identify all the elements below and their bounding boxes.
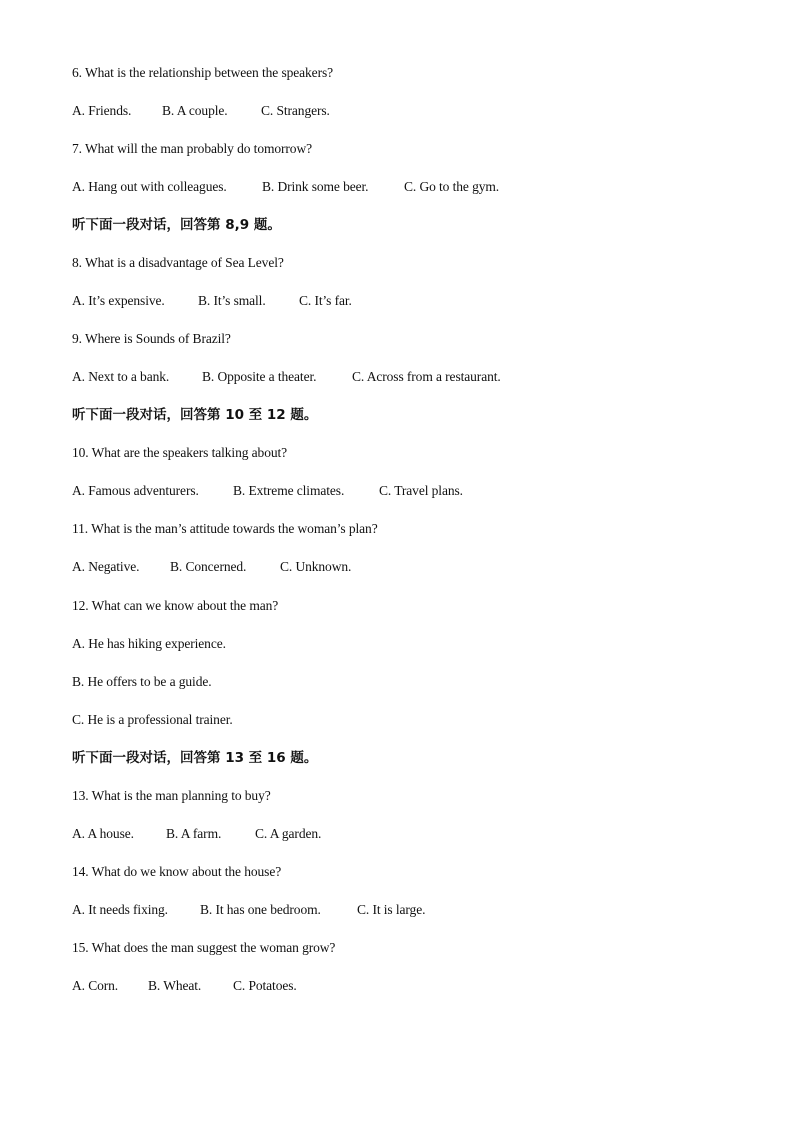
option-c: C. It’s far. <box>299 293 352 308</box>
question-12-stem: 12. What can we know about the man? <box>72 598 279 613</box>
question-14-options <box>72 902 425 918</box>
option-c: C. Travel plans. <box>379 483 463 498</box>
question-8-options <box>72 293 352 309</box>
option-b: B. It’s small. <box>198 293 266 308</box>
option-c: C. Potatoes. <box>233 978 297 993</box>
option-a: A. It’s expensive. <box>72 293 165 308</box>
option-b: B. Wheat. <box>148 978 202 993</box>
question-12-option-a: A. He has hiking experience. <box>72 636 226 651</box>
question-12-option-b: B. He offers to be a guide. <box>72 674 212 689</box>
question-7-options <box>72 179 499 195</box>
option-b: B. Drink some beer. <box>262 179 369 194</box>
question-9-stem: 9. Where is Sounds of Brazil? <box>72 331 231 346</box>
option-b: B. A couple. <box>162 103 228 118</box>
option-b: B. Concerned. <box>170 559 247 574</box>
section-heading-10-12: 听下面一段对话，回答第 10 至 12 题。 <box>72 407 318 423</box>
question-13-stem: 13. What is the man planning to buy? <box>72 788 271 803</box>
option-b: B. A farm. <box>166 826 222 841</box>
question-11-stem: 11. What is the man’s attitude towards the woman’s plan? <box>72 521 378 536</box>
question-15-options <box>72 978 297 994</box>
question-14-stem: 14. What do we know about the house? <box>72 864 282 879</box>
option-c: C. Strangers. <box>261 103 330 118</box>
option-b: B. Extreme climates. <box>233 483 345 498</box>
question-10-options <box>72 483 463 499</box>
question-7-stem: 7. What will the man probably do tomorrow? <box>72 141 313 156</box>
section-heading-13-16: 听下面一段对话，回答第 13 至 16 题。 <box>72 750 318 766</box>
question-11-options <box>72 559 351 575</box>
question-9-options <box>72 369 501 385</box>
question-13-options <box>72 826 321 842</box>
option-c: C. It is large. <box>357 902 426 917</box>
option-a: A. Corn. <box>72 978 119 993</box>
question-12-option-c: C. He is a professional trainer. <box>72 712 233 727</box>
option-a: A. Negative. <box>72 559 140 574</box>
option-b: B. It has one bedroom. <box>200 902 321 917</box>
option-a: A. Hang out with colleagues. <box>72 179 227 194</box>
option-b: B. Opposite a theater. <box>202 369 317 384</box>
option-c: C. Unknown. <box>280 559 352 574</box>
option-c: C. A garden. <box>255 826 322 841</box>
section-heading-8-9: 听下面一段对话，回答第 8,9 题。 <box>72 217 281 233</box>
option-c: C. Across from a restaurant. <box>352 369 501 384</box>
question-15-stem: 15. What does the man suggest the woman grow? <box>72 940 336 955</box>
option-a: A. It needs fixing. <box>72 902 168 917</box>
option-a: A. A house. <box>72 826 134 841</box>
option-a: A. Friends. <box>72 103 132 118</box>
question-8-stem: 8. What is a disadvantage of Sea Level? <box>72 255 284 270</box>
question-6-options <box>72 103 330 119</box>
option-c: C. Go to the gym. <box>404 179 500 194</box>
question-6-stem: 6. What is the relationship between the speakers? <box>72 65 334 80</box>
option-a: A. Next to a bank. <box>72 369 170 384</box>
question-10-stem: 10. What are the speakers talking about? <box>72 445 288 460</box>
option-a: A. Famous adventurers. <box>72 483 199 498</box>
